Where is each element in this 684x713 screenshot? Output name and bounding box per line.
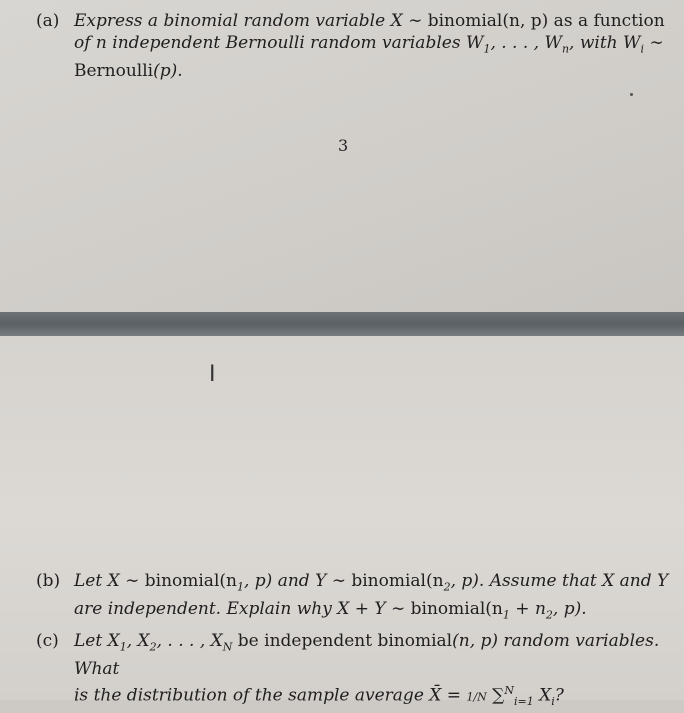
question-c: (c) Let $X_1$, $X_2$, . . . , $X_N$ be independent binomial(n, p) random variables. What is the distribution of the sample average X̄ = 1/N ∑$^N_{i=1}$ $X_i$?	[36, 631, 660, 709]
page-divider	[0, 312, 684, 336]
text-cursor-icon: I	[209, 362, 216, 387]
question-b-label: (b)	[36, 571, 61, 591]
page-speck	[630, 93, 633, 96]
question-c-label: (c)	[36, 631, 59, 651]
question-a-label: (a)	[36, 11, 60, 31]
question-a: (a) Express a binomial random variable X ∼ binomial(n, p) as a function of n independent Bernoulli random variables $W_1$, . . . , $W_n$, with $W_i$ ∼ Bernoulli(p).	[36, 11, 665, 82]
question-b: (b) Let X ∼ $binomial(n_1$, p) and Y ∼ $binomial(n_2$, p). Assume that X and Y are independent. Explain why X + Y ∼ $binomial(n_1 + n_2$, p).	[36, 571, 669, 622]
page-number: 3	[338, 136, 349, 155]
